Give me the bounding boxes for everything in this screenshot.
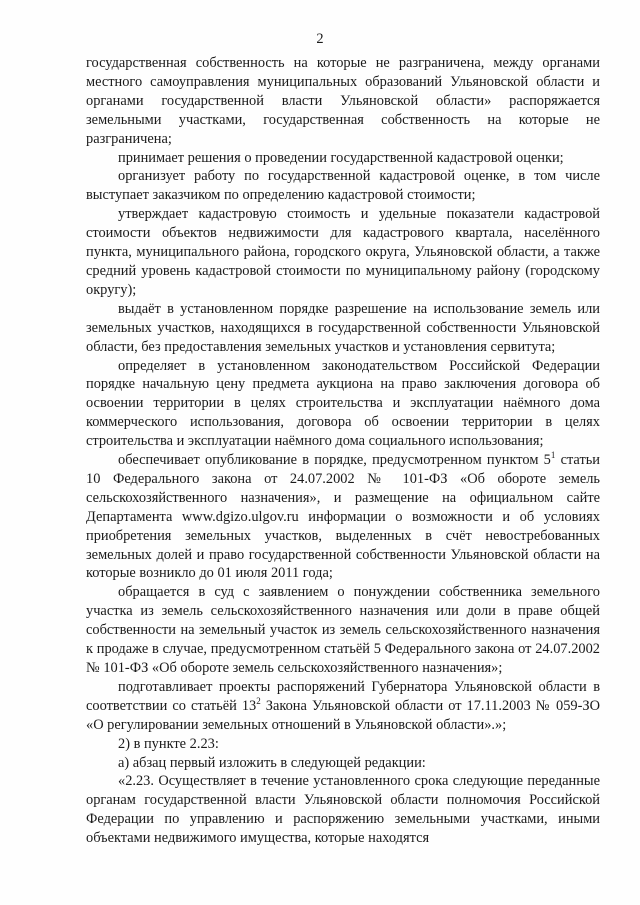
paragraph-item-2-23: 2) в пункте 2.23: (118, 735, 219, 752)
paragraph-cadastral-assessment-decision: принимает решения о проведении государственной кадастровой оценки; (118, 149, 564, 166)
paragraph-land-use-permit: выдаёт в установленном порядке разрешение на использование земель или земельных участков, находящихся в государственной собственности Ульяновской области, без предоставления земельных участков и установления сервитута; (86, 300, 600, 355)
publication-text-end: статьи 10 Федерального закона от 24.07.2002 № 101-ФЗ «Об обороте земель сельскохозяйственного назначения», и размещение на официальном сайте Департамента www.dgizo.ulgov.ru информации о возможности и об условиях приобретения земельных участков, выделенных в счёт невостребованных земельных долей и право государственной собственности Ульяновской области на которые возникло до 01 июля 2011 года; (86, 452, 600, 582)
paragraph-subitem-a: а) абзац первый изложить в следующей редакции: (118, 754, 426, 771)
paragraph-assessment-organization: организует работу по государственной кадастровой оценке, в том числе выступает заказчиком по определению кадастровой стоимости; (86, 168, 600, 204)
paragraph-new-wording-2-23: «2.23. Осуществляет в течение установленного срока следующие переданные органам государственной власти Ульяновской области полномочия Российской Федерации по управлению и распоряжению земельными участками, иными объектами недвижимого имущества, которые находятся (86, 773, 600, 847)
paragraph-court-claim: обращается в суд с заявлением о понуждении собственника земельного участка из земель сельскохозяйственного назначения или доли в праве общей собственности на земельный участок из земель сельскохозяйственного назначения к продаже в случае, предусмотренном статьёй 5 Федерального закона от 24.07.2002 № 101-ФЗ «Об обороте земель сельскохозяйственного назначения»; (86, 584, 600, 676)
decree-text-start: подготавливает проекты распоряжений Губернатора Ульяновской области в соответствии со статьёй 13 (86, 678, 600, 714)
decree-text-end: Закона Ульяновской области от 17.11.2003 № 059-ЗО «О регулировании земельных отношений в Ульяновской области».»; (86, 697, 600, 733)
page-number: 2 (316, 31, 324, 47)
paragraph-auction-price: определяет в установленном законодательством Российской Федерации порядке начальную цену предмета аукциона на право заключения договора об освоении территории в целях строительства и эксплуатации наёмного дома коммерческого использования, договора об освоении территории в целях строительства и эксплуатации наёмного дома социального использования; (86, 357, 600, 450)
paragraph-continuation: государственная собственность на которые не разграничена, между органами местного самоуправления муниципальных образований Ульяновской области и органами государственной власти Ульяновской области» распоряжается земельными участками, государственная собственность на которые не разграничена; (86, 55, 600, 147)
paragraph-cadastral-value-approval: утверждает кадастровую стоимость и удельные показатели кадастровой стоимости объектов недвижимости для кадастрового квартала, населённого пункта, муниципального района, городского округа, Ульяновской области, а также средний уровень кадастровой стоимости по муниципальному району (городскому округу); (86, 206, 600, 298)
publication-superscript: 1 (550, 450, 556, 461)
paragraph-publication (86, 451, 600, 583)
decree-superscript: 2 (256, 696, 261, 707)
document-body (86, 54, 600, 848)
paragraph-governor-decrees (86, 678, 600, 735)
publication-text-start: обеспечивает опубликование в порядке, предусмотренном пунктом 5 (118, 452, 551, 469)
